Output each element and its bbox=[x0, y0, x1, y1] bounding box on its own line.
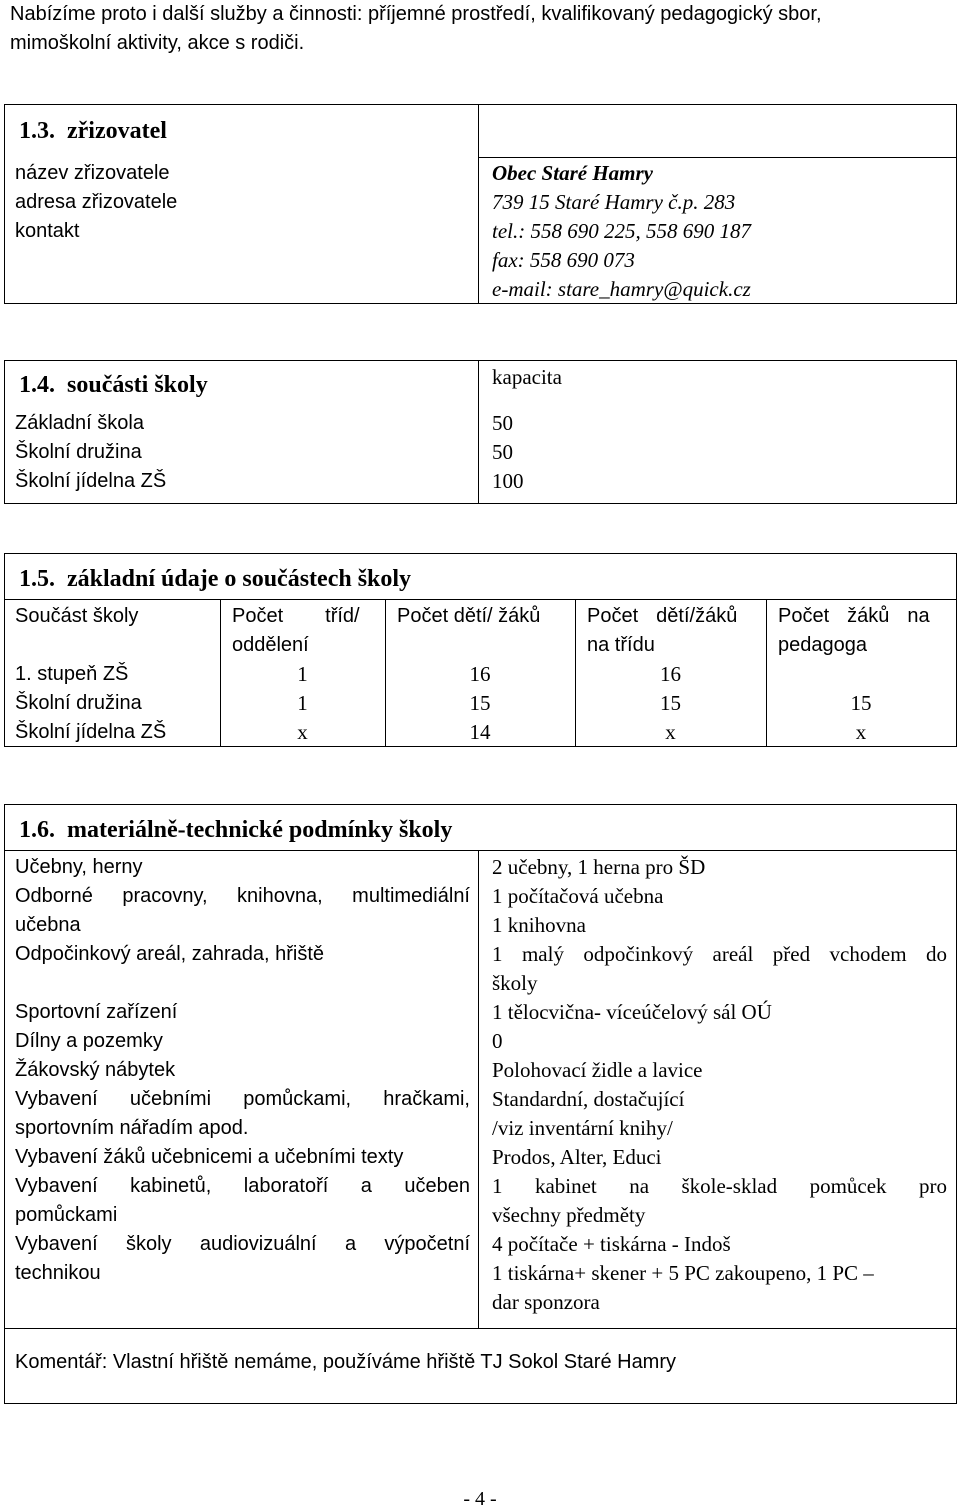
section-title: materiálně-technické podmínky školy bbox=[67, 817, 453, 843]
column-divider bbox=[478, 361, 479, 503]
condition-label: Vybavení žáků učebnicemi a učebními texty bbox=[15, 1146, 404, 1168]
header-word: tříd/ bbox=[325, 605, 360, 627]
header-word: dětí/žáků bbox=[656, 605, 738, 627]
condition-label: Vybavení učebními pomůckami, hračkami, bbox=[15, 1088, 470, 1110]
condition-value: Prodos, Alter, Educi bbox=[492, 1145, 662, 1169]
value-tel: tel.: 558 690 225, 558 690 187 bbox=[492, 219, 751, 243]
section-number: 1.4. bbox=[19, 372, 55, 398]
value-nazev: Obec Staré Hamry bbox=[492, 161, 653, 185]
condition-value: /viz inventární knihy/ bbox=[492, 1116, 673, 1140]
condition-label: technikou bbox=[15, 1262, 101, 1284]
header-soucast: Součást školy bbox=[15, 605, 139, 627]
component-name: Školní jídelna ZŠ bbox=[15, 470, 167, 492]
row-value: 15 bbox=[660, 691, 681, 715]
section-title: součásti školy bbox=[67, 372, 208, 398]
section-1-5-box bbox=[4, 553, 957, 747]
section-1-5-heading bbox=[19, 565, 411, 594]
page-number: - 4 - bbox=[463, 1488, 497, 1510]
section-1-3-box bbox=[4, 104, 957, 304]
condition-value: 1 kabinet na škole-sklad pomůcek pro bbox=[492, 1174, 947, 1198]
condition-label: Sportovní zařízení bbox=[15, 1001, 178, 1023]
row-value: 15 bbox=[469, 691, 491, 715]
section-title: základní údaje o součástech školy bbox=[67, 566, 412, 592]
condition-label: Odpočinkový areál, zahrada, hřiště bbox=[15, 943, 325, 965]
header-word: na bbox=[907, 605, 930, 627]
condition-label: Učebny, herny bbox=[15, 856, 143, 878]
row-value: x bbox=[855, 720, 867, 744]
condition-value: 4 počítače + tiskárna - Indoš bbox=[492, 1232, 731, 1256]
condition-label: Vybavení školy audiovizuální a výpočetní bbox=[15, 1233, 470, 1255]
section-1-6-heading bbox=[19, 816, 452, 845]
intro-line-2: mimoškolní aktivity, akce s rodiči. bbox=[10, 32, 305, 54]
header-pocet-trid bbox=[232, 602, 360, 631]
column-divider bbox=[478, 105, 479, 303]
section-number: 1.5. bbox=[19, 566, 55, 592]
row-label: Školní jídelna ZŠ bbox=[15, 721, 167, 743]
row-value: x bbox=[665, 720, 676, 744]
header-pocet-deti: Počet dětí/ žáků bbox=[397, 605, 541, 627]
component-name: Základní škola bbox=[15, 412, 144, 434]
component-capacity: 50 bbox=[492, 411, 513, 435]
section-1-3-heading bbox=[19, 117, 167, 146]
row-value: 1 bbox=[297, 662, 308, 686]
label-adresa: adresa zřizovatele bbox=[15, 191, 178, 213]
header-na-tridu-2: na třídu bbox=[587, 634, 655, 656]
section-1-4-box bbox=[4, 360, 957, 504]
header-divider bbox=[5, 599, 956, 600]
value-fax: fax: 558 690 073 bbox=[492, 248, 635, 272]
row-value: 15 bbox=[850, 691, 872, 715]
condition-value: dar sponzora bbox=[492, 1290, 600, 1314]
section-number: 1.3. bbox=[19, 118, 55, 144]
header-divider bbox=[5, 850, 956, 851]
row-divider bbox=[478, 157, 956, 158]
comment-divider bbox=[5, 1328, 956, 1329]
header-na-tridu bbox=[587, 602, 737, 631]
component-capacity: 100 bbox=[492, 469, 524, 493]
condition-label: Žákovský nábytek bbox=[15, 1059, 176, 1081]
condition-label: učebna bbox=[15, 914, 81, 936]
condition-label: Dílny a pozemky bbox=[15, 1030, 163, 1052]
value-email: e-mail: stare_hamry@quick.cz bbox=[492, 277, 751, 301]
condition-value: 2 učebny, 1 herna pro ŠD bbox=[492, 855, 706, 879]
condition-value: 1 tiskárna+ skener + 5 PC zakoupeno, 1 PC – bbox=[492, 1261, 874, 1285]
row-value: x bbox=[297, 720, 308, 744]
comment-text: Komentář: Vlastní hřiště nemáme, používáme hřiště TJ Sokol Staré Hamry bbox=[15, 1351, 677, 1373]
header-word: Počet bbox=[232, 605, 284, 627]
condition-value: 1 malý odpočinkový areál před vchodem do bbox=[492, 942, 947, 966]
row-label: Školní družina bbox=[15, 692, 142, 714]
section-1-4-heading bbox=[19, 371, 208, 400]
condition-value: všechny předměty bbox=[492, 1203, 646, 1227]
condition-label: Vybavení kabinetů, laboratoří a učeben bbox=[15, 1175, 470, 1197]
condition-label: Odborné pracovny, knihovna, multimediální bbox=[15, 885, 470, 907]
intro-paragraph bbox=[10, 0, 955, 58]
column-divider bbox=[478, 850, 479, 1328]
condition-label: sportovním nářadím apod. bbox=[15, 1117, 249, 1139]
header-word: Počet bbox=[778, 605, 830, 627]
condition-value: 1 knihovna bbox=[492, 913, 586, 937]
header-word: žáků bbox=[847, 605, 890, 627]
condition-value: školy bbox=[492, 971, 538, 995]
section-number: 1.6. bbox=[19, 817, 55, 843]
component-name: Školní družina bbox=[15, 441, 142, 463]
intro-line-1: Nabízíme proto i další služby a činnosti: příjemné prostředí, kvalifikovaný pedagogický sbor, bbox=[10, 3, 822, 25]
condition-label: pomůckami bbox=[15, 1204, 118, 1226]
condition-value: Standardní, dostačující bbox=[492, 1087, 685, 1111]
section-1-6-box bbox=[4, 804, 957, 1404]
condition-value: 1 počítačová učebna bbox=[492, 884, 664, 908]
header-pedagoga: pedagoga bbox=[778, 634, 867, 656]
value-adresa: 739 15 Staré Hamry č.p. 283 bbox=[492, 190, 736, 214]
row-value: 16 bbox=[660, 662, 681, 686]
row-value: 1 bbox=[297, 691, 308, 715]
label-nazev: název zřizovatele bbox=[15, 162, 170, 184]
header-oddeleni: oddělení bbox=[232, 634, 309, 656]
condition-value: 1 tělocvična- víceúčelový sál OÚ bbox=[492, 1000, 772, 1024]
header-word: Počet bbox=[587, 605, 639, 627]
row-value: 16 bbox=[469, 662, 491, 686]
condition-value: 0 bbox=[492, 1029, 503, 1053]
label-kontakt: kontakt bbox=[15, 220, 80, 242]
capacity-header: kapacita bbox=[492, 365, 562, 389]
section-title: zřizovatel bbox=[67, 118, 167, 144]
condition-value: Polohovací židle a lavice bbox=[492, 1058, 703, 1082]
component-capacity: 50 bbox=[492, 440, 513, 464]
header-na-pedagoga bbox=[778, 602, 930, 631]
row-value: 14 bbox=[469, 720, 491, 744]
row-label: 1. stupeň ZŠ bbox=[15, 663, 129, 685]
